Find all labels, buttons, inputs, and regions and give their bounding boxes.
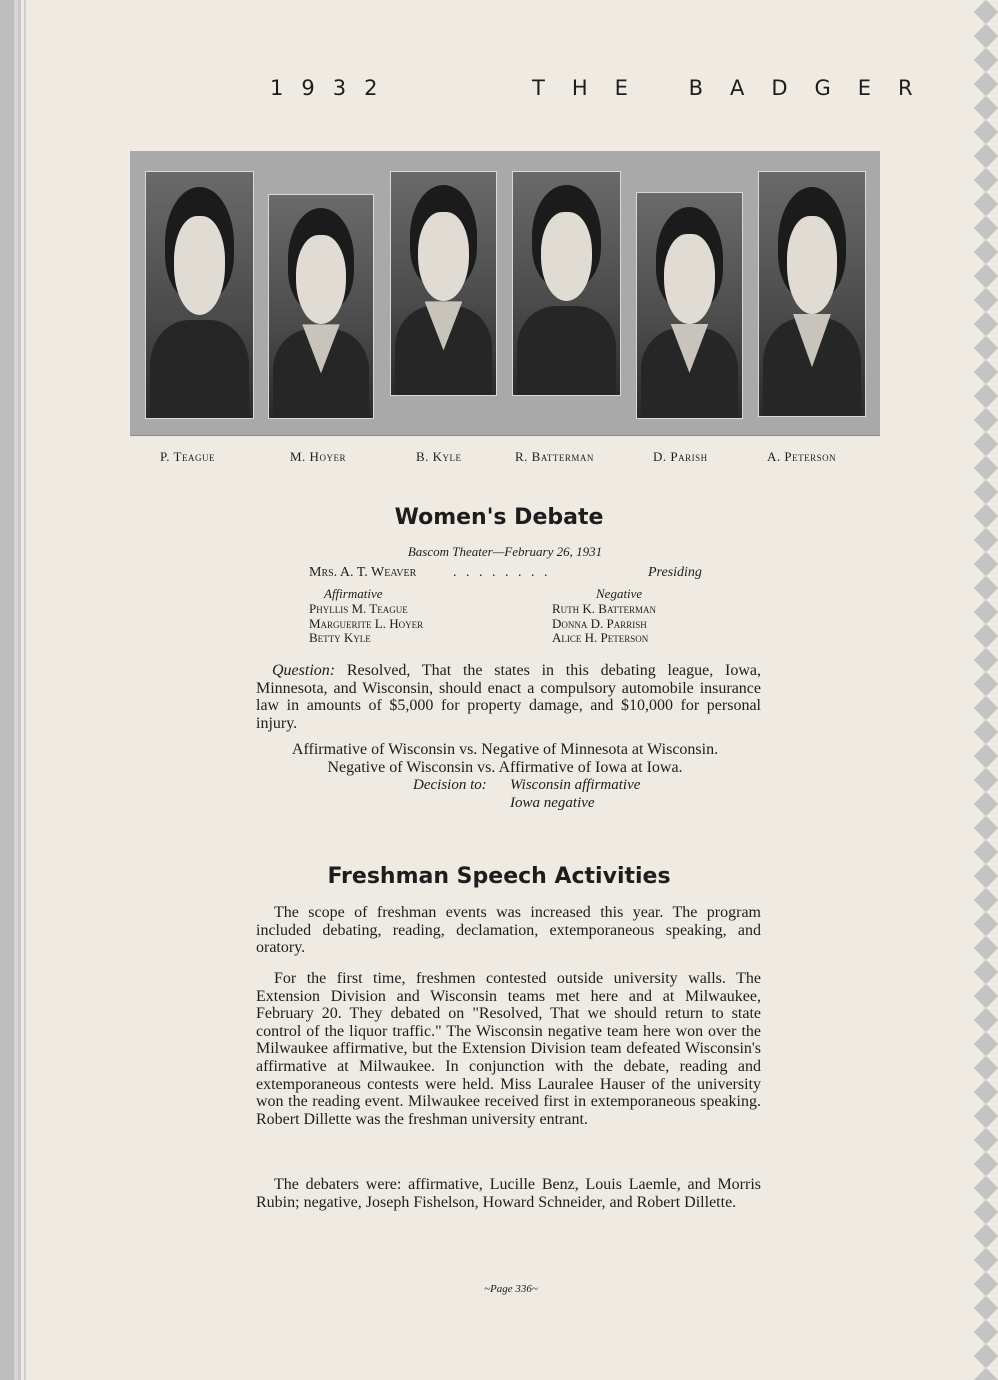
affirmative-label: Affirmative [324, 586, 383, 601]
chair-dots: . . . . . . . . [453, 565, 551, 580]
decision-2: Iowa negative [510, 795, 595, 811]
question-text: Resolved, That the states in this debating league, Iowa, Minnesota, and Wisconsin, should enact a compulsory automobile insurance law in amounts of $5,000 for property damage, and $10,000 for personal injury. [256, 662, 762, 732]
caption-parish: D. Parish [653, 449, 708, 464]
decision-label: Decision to: [413, 777, 487, 793]
negative-member: Donna D. Parrish [552, 615, 647, 631]
negative-member: Alice H. Peterson [552, 630, 649, 645]
left-border-decoration [0, 0, 40, 1380]
chair-role: Presiding [648, 565, 702, 580]
caption-hoyer: M. Hoyer [290, 449, 346, 464]
portrait-teague [145, 171, 254, 419]
right-border-decoration [974, 0, 998, 1380]
portrait-hoyer [268, 194, 374, 419]
negative-member: Ruth K. Batterman [552, 601, 656, 616]
decision-1: Wisconsin affirmative [510, 777, 641, 793]
womens-debate-heading: Women's Debate [394, 505, 604, 530]
affirmative-member: Betty Kyle [309, 630, 371, 645]
freshman-heading: Freshman Speech Activities [327, 864, 671, 889]
freshman-paragraph-3: The debaters were: affirmative, Lucille Benz, Louis Laemle, and Morris Rubin; negative, Joseph Fishelson, Howard Schneider, and Robert Dillette. [256, 1176, 761, 1211]
affirmative-member: Marguerite L. Hoyer [309, 615, 424, 631]
debate-venue: Bascom Theater—February 26, 1931 [407, 544, 603, 559]
match-line-2: Negative of Wisconsin vs. Affirmative of Iowa at Iowa. [327, 759, 683, 776]
caption-kyle: B. Kyle [416, 449, 462, 464]
negative-list [552, 602, 656, 646]
portrait-parish [636, 192, 743, 419]
caption-batterman: R. Batterman [515, 449, 594, 464]
freshman-paragraph-2: For the first time, freshmen contested outside university walls. The Extension Division and Wisconsin teams met here and at Milwaukee, February 20. They debated on "Resolved, That we should return to state control of the liquor traffic." The Wisconsin negative team here won over the Milwaukee affirmative, but the Extension Division team defeated Wisconsin's affirmative at Milwaukee. In conjunction with the debate, reading and extemporaneous contests were held. Miss Lauralee Hauser of the university won the reading event. Milwaukee received first in extemporaneous speaking. Robert Dillette was the freshman university entrant. [256, 970, 761, 1128]
caption-peterson: A. Peterson [767, 449, 837, 464]
portrait-peterson [758, 171, 866, 417]
affirmative-member: Phyllis M. Teague [309, 601, 408, 616]
header-year: 1932 [270, 76, 396, 100]
caption-teague: P. Teague [160, 449, 215, 464]
portrait-batterman [512, 171, 621, 396]
page-number: ~Page 336~ [484, 1283, 538, 1295]
portrait-kyle [390, 171, 497, 396]
portrait-captions [0, 449, 998, 469]
negative-label: Negative [596, 586, 643, 601]
match-line-1: Affirmative of Wisconsin vs. Negative of Minnesota at Wisconsin. [291, 741, 719, 758]
affirmative-list [309, 602, 423, 646]
freshman-paragraph-1: The scope of freshman events was increased this year. The program included debating, reading, declamation, extemporaneous speaking, and oratory. [256, 904, 761, 957]
chair-name: Mrs. A. T. Weaver [309, 565, 417, 580]
page-header [270, 76, 940, 106]
debate-question [256, 662, 761, 732]
portrait-strip [130, 151, 880, 436]
header-title: THE BADGER [532, 76, 940, 100]
question-label: Question: [272, 662, 336, 679]
